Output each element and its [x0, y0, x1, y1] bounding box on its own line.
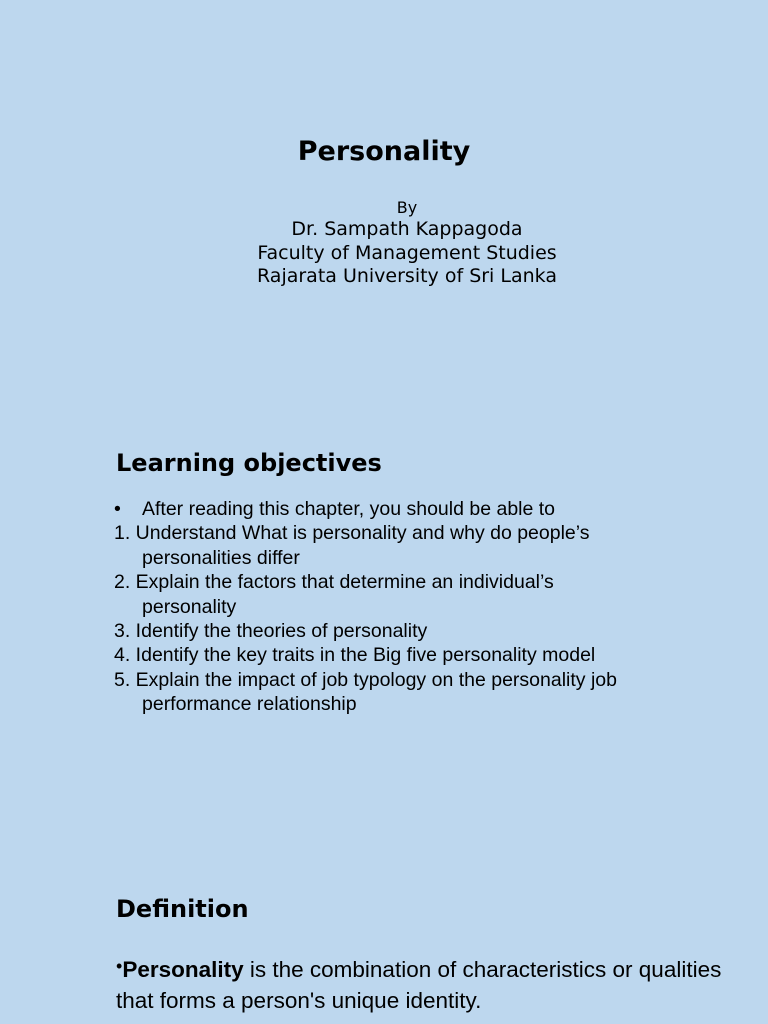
objectives-intro-text: After reading this chapter, you should be able to [142, 498, 556, 520]
objectives-list [114, 497, 714, 717]
objective-item-3: 3. Identify the theories of personality [114, 620, 428, 643]
author-name: Dr. Sampath Kappagoda [291, 218, 523, 240]
objective-item-1-cont: personalities differ [142, 546, 300, 569]
author-block [0, 218, 768, 289]
definition-paragraph [116, 951, 736, 1016]
definition-text: is the combination of characteristics or qualities that forms a person's unique identity. [116, 957, 722, 1013]
objectives-heading: Learning objectives [116, 449, 382, 477]
objectives-intro [114, 497, 714, 521]
objective-item-2-cont: personality [142, 595, 237, 618]
definition-term: Personality [122, 957, 244, 982]
page-title: Personality [297, 136, 471, 167]
bullet-icon: • [116, 956, 123, 976]
definition-heading: Definition [116, 895, 249, 923]
objective-item-5: 5. Explain the impact of job typology on the personality job [114, 668, 617, 691]
author-faculty: Faculty of Management Studies [257, 241, 557, 264]
byline: By [396, 198, 418, 217]
objective-item-1: 1. Understand What is personality and why do people’s [114, 522, 590, 545]
objective-item-2: 2. Explain the factors that determine an individual’s [114, 571, 554, 594]
objective-item-5-cont: performance relationship [142, 693, 357, 716]
bullet-icon: • [114, 498, 121, 520]
objective-item-4: 4. Identify the key traits in the Big five personality model [114, 644, 596, 667]
author-university: Rajarata University of Sri Lanka [257, 265, 557, 287]
